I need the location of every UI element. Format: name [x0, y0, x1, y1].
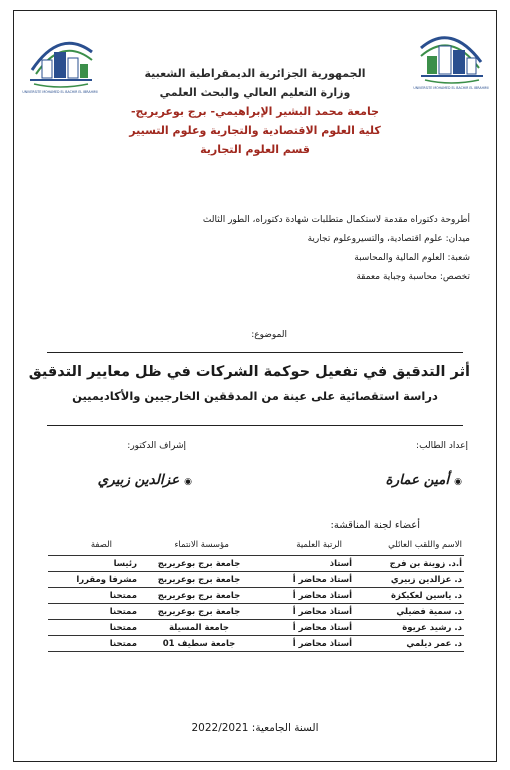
supervisor-name: عزالدين زبيري: [97, 472, 180, 488]
jury-cell-name: د. عمر ديلمي: [354, 636, 464, 652]
jury-cell-role: ممتحنا: [48, 604, 139, 620]
university-logo-icon: [22, 30, 98, 90]
thesis-degree: أطروحة دكتوراه مقدمة لاستكمال متطلبات شهادة دكتوراه، الطور الثالث: [202, 215, 470, 225]
jury-cell-role: ممتحنا: [48, 636, 139, 652]
institution-header: [120, 64, 390, 159]
subject-label: الموضوع:: [251, 330, 287, 340]
jury-table-row: [48, 588, 464, 604]
jury-table-row: [48, 604, 464, 620]
jury-cell-name: د. ياسين لعكيكزة: [354, 588, 464, 604]
jury-cell-rank: أستاذ محاضر أ: [259, 588, 354, 604]
thesis-specialty: تخصص: محاسبة وجباية معمقة: [356, 272, 470, 282]
jury-cell-name: د. عزالدين زبيري: [354, 572, 464, 588]
jury-cell-rank: أستاذ محاضر أ: [259, 604, 354, 620]
title-rule-top: [47, 352, 463, 353]
jury-cell-institution: جامعة برج بوعريريج: [139, 588, 259, 604]
jury-cell-role: مشرفا ومقررا: [48, 572, 139, 588]
jury-cell-rank: أستاذ: [259, 556, 354, 572]
logo-caption-right: UNIVERSITE MOHAMED EL BACHIR EL IBRAHIMI: [413, 86, 489, 90]
jury-cell-role: ممتحنا: [48, 588, 139, 604]
jury-col-institution: مؤسسة الانتماء: [174, 540, 229, 550]
thesis-branch: شعبة: العلوم المالية والمحاسبة: [354, 253, 470, 263]
jury-cell-rank: أستاذ محاضر أ: [259, 620, 354, 636]
header-ministry: وزارة التعليم العالي والبحث العلمي: [159, 86, 351, 99]
jury-table-header: [48, 540, 464, 554]
bullet-icon: ◉: [454, 477, 462, 487]
university-logo-right: [413, 26, 489, 94]
jury-table-row: [48, 636, 464, 652]
jury-cell-rank: أستاذ محاضر أ: [259, 572, 354, 588]
header-faculty: كلية العلوم الاقتصادية والتجارية وعلوم التسيير: [129, 124, 381, 137]
jury-cell-institution: جامعة المسيلة: [139, 620, 259, 636]
university-logo-icon: [413, 26, 489, 86]
jury-cell-role: ممتحنا: [48, 620, 139, 636]
jury-table-row: [48, 620, 464, 636]
jury-cell-institution: جامعة سطيف 01: [139, 636, 259, 652]
thesis-subtitle: دراسة استقصائية على عينة من المدققين الخارجيين والأكاديميين: [72, 389, 438, 403]
supervisor-label: إشراف الدكتور:: [127, 441, 186, 451]
jury-cell-institution: جامعة برج بوعريريج: [139, 604, 259, 620]
jury-table-body: [48, 556, 464, 652]
header-republic: الجمهورية الجزائرية الديمقراطية الشعبية: [144, 67, 366, 80]
jury-title: أعضاء لجنة المناقشة:: [330, 520, 420, 531]
jury-col-rank: الرتبة العلمية: [296, 540, 342, 550]
jury-cell-institution: جامعة برج بوعريريج: [139, 572, 259, 588]
jury-cell-rank: أستاذ محاضر أ: [259, 636, 354, 652]
student-name: أمين عمارة: [385, 472, 450, 488]
thesis-info: [50, 211, 470, 287]
jury-cell-name: أ.د. زوينة بن فرج: [354, 556, 464, 572]
jury-cell-name: د. رشيد عريوة: [354, 620, 464, 636]
jury-table: [48, 555, 464, 652]
university-logo-left: [22, 30, 98, 98]
logo-caption-left: UNIVERSITE MOHAMED EL BACHIR EL IBRAHIMI: [22, 90, 98, 94]
student-name-row: [386, 472, 462, 488]
thesis-title: أثر التدقيق في تفعيل حوكمة الشركات في ظل معايير التدقيق: [28, 364, 470, 380]
jury-table-row: [48, 556, 464, 572]
jury-cell-name: د. سمية فضيلي: [354, 604, 464, 620]
jury-col-role: الصفة: [90, 540, 112, 550]
jury-cell-institution: جامعة برج بوعريريج: [139, 556, 259, 572]
academic-year: السنة الجامعية: 2022/2021: [191, 722, 319, 734]
thesis-field: ميدان: علوم اقتصادية، والتسيروعلوم تجارية: [307, 234, 470, 244]
bullet-icon: ◉: [184, 477, 192, 487]
student-label: إعداد الطالب:: [416, 441, 468, 451]
title-rule-bottom: [47, 425, 463, 426]
supervisor-name-row: [98, 472, 192, 488]
jury-col-name: الاسم واللقب العائلي: [388, 540, 462, 550]
header-university: جامعة محمد البشير الإبراهيمي- برج بوعريريج-: [130, 105, 380, 118]
header-department: قسم العلوم التجارية: [200, 143, 310, 156]
jury-table-row: [48, 572, 464, 588]
jury-cell-role: رئيسا: [48, 556, 139, 572]
